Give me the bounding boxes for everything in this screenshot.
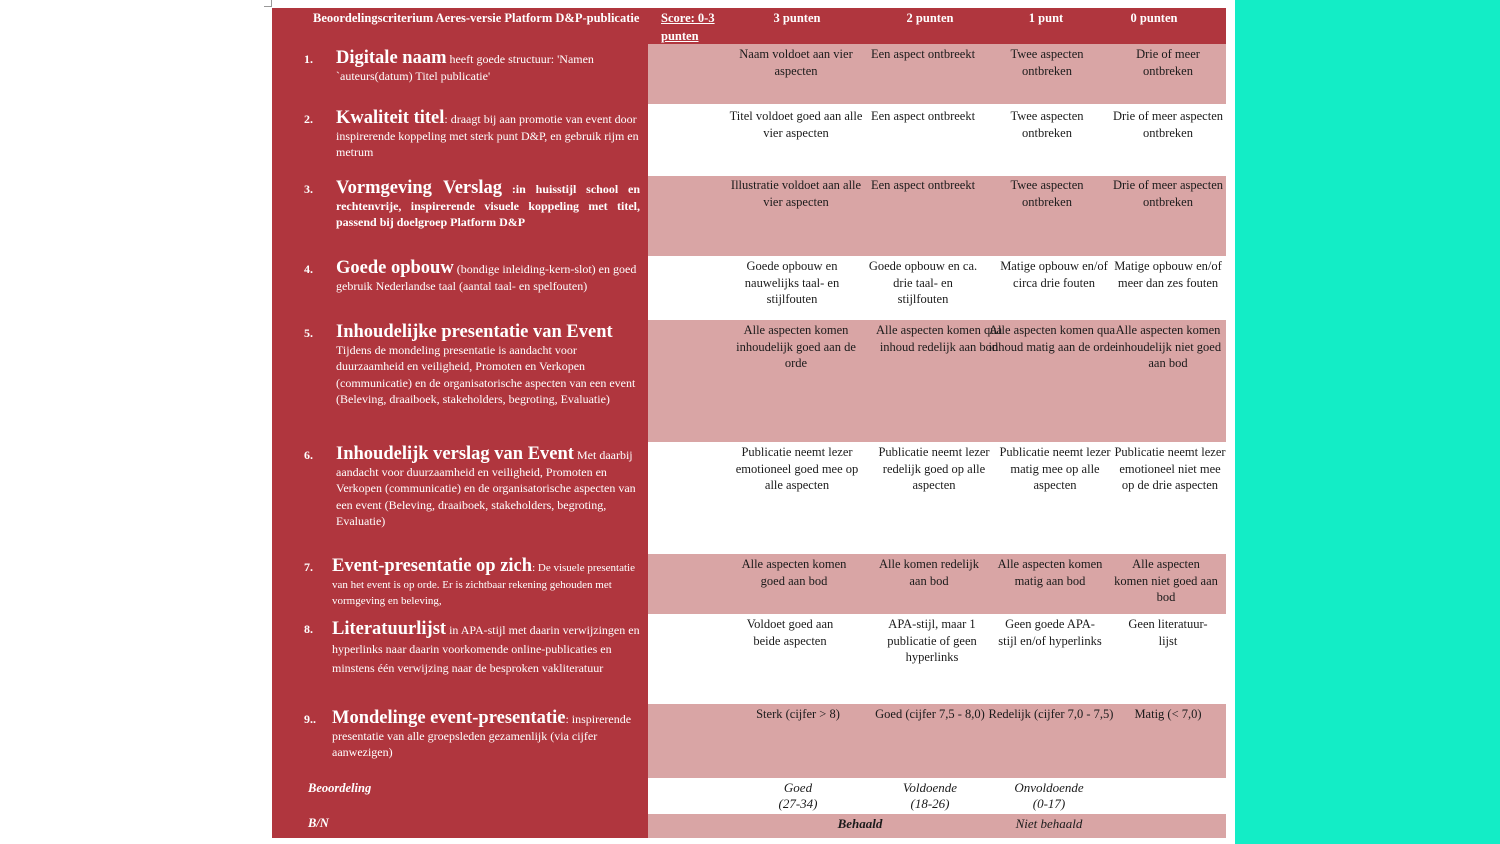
criterion-title: Inhoudelijk verslag van Event — [336, 444, 574, 464]
criterion-title: Literatuurlijst — [332, 619, 447, 639]
r9-1pt: Redelijk (cijfer 7,0 - 7,5) — [988, 707, 1114, 721]
r3-3pt: Illustratie voldoet aan alle vier aspecten — [730, 178, 862, 209]
criterion-9 — [304, 710, 640, 761]
r7-1pt: Alle aspecten komen matig aan bod — [997, 557, 1103, 588]
bn-row-bg — [648, 814, 1226, 838]
criterion-desc: in APA-stijl met daarin verwijzingen en hyperlinks naar daarin voorkomende online-publicaties en minstens één verwijzing naar de besproken vakliteratuur — [332, 623, 640, 675]
r1-2pt: Een aspect ontbreekt — [870, 47, 976, 61]
criterion-number: 5. — [304, 326, 313, 340]
teal-background-panel — [1235, 0, 1500, 844]
criterion-title: Inhoudelijke presentatie van Event — [336, 322, 613, 342]
voldoende-label — [886, 780, 974, 812]
r3-1pt: Twee aspecten ontbreken — [1010, 178, 1084, 209]
r1-0pt: Drie of meer ontbreken — [1136, 47, 1200, 78]
criterion-title: Mondelinge event-presentatie — [332, 708, 566, 728]
header-3-points: 3 punten — [773, 11, 821, 25]
r2-3pt: Titel voldoet goed aan alle vier aspecten — [729, 109, 863, 140]
criterion-desc: heeft goede structuur: 'Namen `auteurs(datum) Titel publicatie' — [336, 52, 594, 83]
voldoende-range: (18-26) — [910, 796, 950, 811]
criterion-4 — [304, 260, 640, 294]
r7-3pt: Alle aspecten komen goed aan bod — [741, 557, 847, 588]
r6-2pt: Publicatie neemt lezer redelijk goed op alle aspecten — [878, 445, 990, 492]
r3-0pt: Drie of meer aspecten ontbreken — [1112, 178, 1223, 209]
criterion-7 — [304, 558, 640, 610]
criterion-number: 1. — [304, 52, 313, 66]
criterion-3 — [304, 180, 640, 231]
criterion-1 — [304, 50, 640, 84]
header-criterion: Beoordelingscriterium Aeres-versie Platform D&P-publicatie — [313, 11, 640, 25]
beoordeling-label: Beoordeling — [308, 781, 372, 795]
criterion-number: 8. — [304, 622, 313, 636]
r8-3pt: Voldoet goed aan beide aspecten — [746, 617, 834, 648]
r2-1pt: Twee aspecten ontbreken — [1010, 109, 1084, 140]
criterion-number: 2. — [304, 112, 313, 126]
r5-1pt: Alle aspecten komen qua inhoud matig aan de orde — [988, 323, 1116, 354]
criterion-2 — [304, 110, 640, 161]
behaald-label: Behaald — [837, 816, 883, 831]
criterion-number: 6. — [304, 448, 313, 462]
r6-3pt: Publicatie neemt lezer emotioneel goed mee op alle aspecten — [735, 445, 859, 492]
r4-1pt: Matige opbouw en/of circa drie fouten — [1000, 259, 1108, 290]
criterion-5 — [304, 324, 640, 408]
onvoldoende-range: (0-17) — [1032, 796, 1066, 811]
r4-0pt: Matige opbouw en/of meer dan zes fouten — [1114, 259, 1222, 290]
criterion-number: 9.. — [304, 712, 316, 726]
onvoldoende-text: Onvoldoende — [1014, 780, 1084, 795]
r9-0pt: Matig (< 7,0) — [1134, 707, 1202, 721]
header-score: Score: 0-3 punten — [661, 11, 715, 43]
criterion-desc: (bondige inleiding-kern-slot) en goed gebruik Nederlandse taal (aantal taal- en spelfouten) — [336, 262, 637, 293]
voldoende-text: Voldoende — [902, 780, 958, 795]
criterion-title: Digitale naam — [336, 48, 447, 68]
niet-behaald-label: Niet behaald — [1015, 816, 1083, 831]
r4-3pt: Goede opbouw en nauwelijks taal- en stijlfouten — [744, 259, 840, 306]
r8-1pt: Geen goede APA-stijl en/of hyperlinks — [998, 617, 1102, 648]
onvoldoende-label — [1002, 780, 1096, 812]
r9-3pt: Sterk (cijfer > 8) — [756, 707, 840, 721]
r5-2pt: Alle aspecten komen qua inhoud redelijk aan bod — [876, 323, 1002, 354]
r4-2pt: Goede opbouw en ca. drie taal- en stijlfouten — [868, 259, 978, 306]
r8-0pt: Geen literatuur-lijst — [1128, 617, 1208, 648]
criterion-desc: : draagt bij aan promotie van event door inspirerende koppeling met sterk punt D&P, en gebruik rijm en metrum — [336, 112, 639, 159]
criterion-title: Goede opbouw — [336, 258, 454, 278]
r5-0pt: Alle aspecten komen inhoudelijk niet goed aan bod — [1114, 323, 1222, 370]
r5-3pt: Alle aspecten komen inhoudelijk goed aan de orde — [736, 323, 856, 370]
r3-2pt: Een aspect ontbreekt — [870, 178, 976, 192]
r1-1pt: Twee aspecten ontbreken — [1010, 47, 1084, 78]
criterion-6 — [304, 446, 640, 530]
r7-0pt: Alle aspecten komen niet goed aan bod — [1114, 557, 1218, 604]
goed-range: (27-34) — [778, 796, 818, 811]
criterion-number: 3. — [304, 182, 313, 196]
r2-0pt: Drie of meer aspecten ontbreken — [1112, 109, 1223, 140]
criterion-number: 4. — [304, 262, 313, 276]
criterion-desc: Tijdens de mondeling presentatie is aandacht voor duurzaamheid en veiligheid, Promoten en Verkopen (communicatie) en de organisatorische aspecten van een event (Beleving, draaiboek, stakeholders, begroting, Evaluatie) — [336, 342, 636, 406]
goed-text: Goed — [783, 780, 813, 795]
criterion-desc: Met daarbij aandacht voor duurzaamheid en veiligheid, Promoten en Verkopen (communicatie) en de organisatorische aspecten van een event (Beleving, draaiboek, stakeholders, begroting, Evaluatie) — [336, 448, 636, 528]
r2-2pt: Een aspect ontbreekt — [870, 109, 976, 123]
r8-2pt: APA-stijl, maar 1 publicatie of geen hyperlinks — [887, 617, 977, 664]
criterion-title: Vormgeving Verslag — [336, 178, 502, 198]
rubric-document — [272, 8, 1226, 838]
r1-3pt: Naam voldoet aan vier aspecten — [739, 47, 853, 78]
header-0-points: 0 punten — [1130, 11, 1178, 25]
criterion-desc: :in huisstijl school en rechtenvrije, inspirerende visuele koppeling met titel, passend bij doelgroep Platform D&P — [336, 182, 640, 229]
header-2-points: 2 punten — [906, 11, 954, 25]
criterion-title: Kwaliteit titel — [336, 108, 445, 128]
criterion-desc: : De visuele presentatie van het event is op orde. Er is zichtbaar rekening gehouden met vormgeving en beleving, — [332, 562, 635, 607]
criterion-title: Event-presentatie op zich — [332, 556, 533, 576]
r6-0pt: Publicatie neemt lezer emotioneel niet mee op de drie aspecten — [1114, 445, 1226, 492]
r6-1pt: Publicatie neemt lezer matig mee op alle aspecten — [999, 445, 1111, 492]
criterion-8 — [304, 620, 640, 678]
criterion-desc: : inspirerende presentatie van alle groepsleden gezamenlijk (via cijfer aanwezigen) — [332, 712, 632, 759]
page-corner-mark — [264, 0, 272, 7]
header-1-point: 1 punt — [1028, 11, 1064, 25]
criterion-number: 7. — [304, 560, 313, 574]
goed-label — [758, 780, 838, 812]
r9-2pt: Goed (cijfer 7,5 - 8,0) — [875, 707, 985, 721]
r7-2pt: Alle komen redelijk aan bod — [879, 557, 979, 588]
bn-label: B/N — [308, 816, 329, 830]
